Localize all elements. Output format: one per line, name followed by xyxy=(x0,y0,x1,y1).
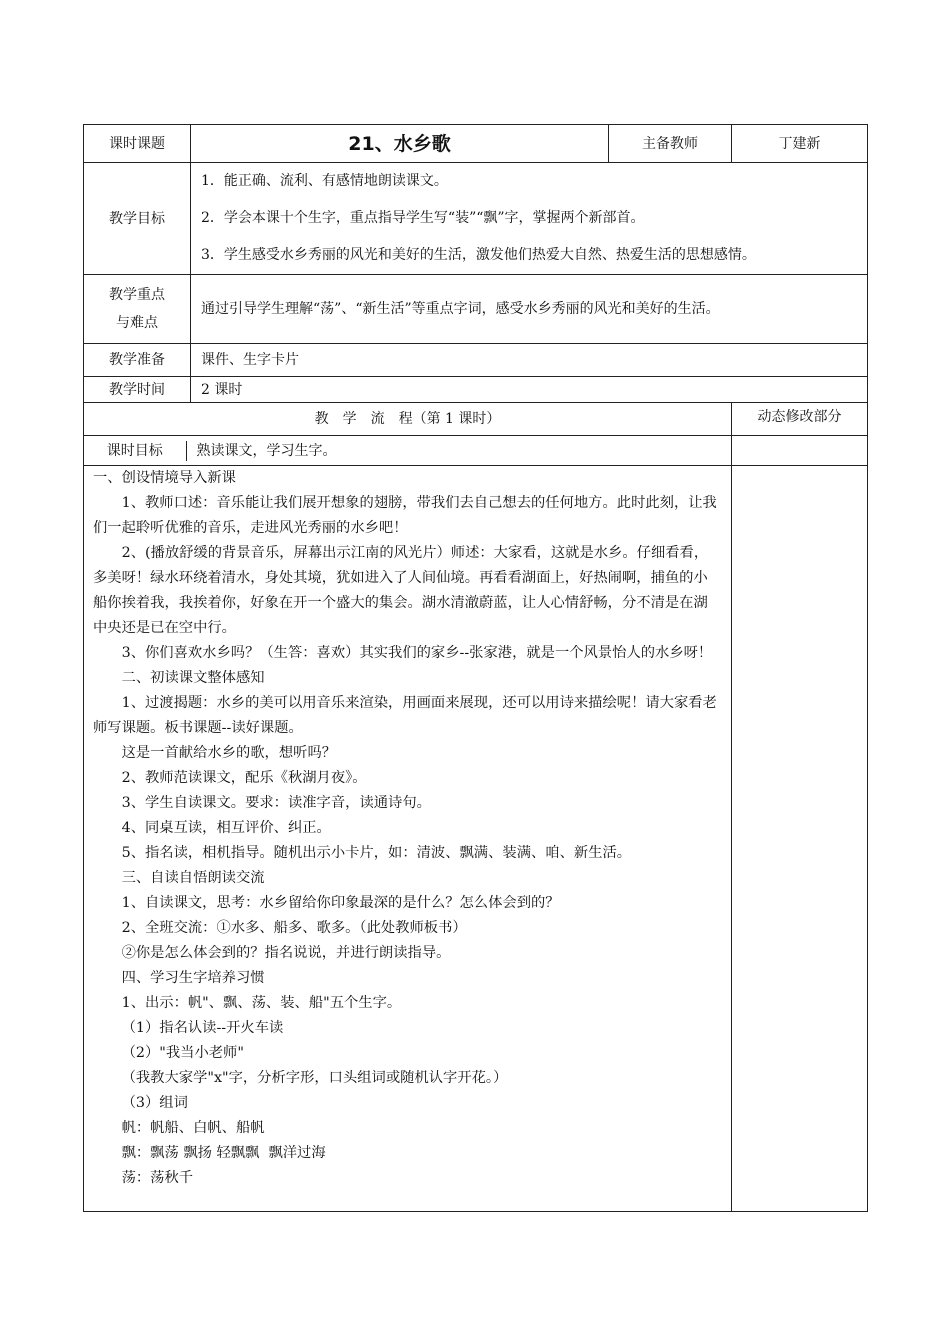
flow-paragraph: （2）"我当小老师" xyxy=(121,1045,244,1061)
flow-paragraph: 1、自读课文，思考：水乡留给你印象最深的是什么？怎么体会到的？ xyxy=(121,895,560,911)
flow-paragraph: ②你是怎么体会到的？指名说说，并进行朗读指导。 xyxy=(121,945,451,961)
flow-paragraph: 4、同桌互读，相互评价、纠正。 xyxy=(121,820,331,836)
flow-paragraph: 2、教师范读课文，配乐《秋湖月夜》。 xyxy=(121,770,367,786)
goal-item: 3．学生感受水乡秀丽的风光和美好的生活，激发他们热爱大自然、热爱生活的思想感情。 xyxy=(201,247,756,263)
flow-header-row xyxy=(84,403,868,436)
flow-paragraph: 3、你们喜欢水乡吗？（生答：喜欢）其实我们的家乡--张家港，就是一个风景怡人的水乡呀！ xyxy=(121,645,713,661)
session-goal-label: 课时目标 xyxy=(84,441,186,461)
duration-text: 2 课时 xyxy=(191,377,868,403)
key-points-label-line1: 教学重点 xyxy=(109,287,165,303)
flow-paragraph: 2、全班交流：①水多、船多、歌多。（此处教师板书） xyxy=(121,920,467,936)
flow-paragraph: 这是一首献给水乡的歌，想听吗？ xyxy=(121,745,337,761)
preparation-text: 课件、生字卡片 xyxy=(191,344,868,377)
flow-paragraph: （我教大家学"x"字，分析字形，口头组词或随机认字开花。） xyxy=(121,1070,508,1086)
goal-item: 2．学会本课十个生字，重点指导学生写“装”“飘”字，掌握两个新部首。 xyxy=(201,210,645,226)
key-points-row xyxy=(84,275,868,344)
flow-paragraph: 帆：帆船、白帆、船帆 xyxy=(121,1120,265,1136)
flow-paragraph: 5、指名读，相机指导。随机出示小卡片，如：清波、飘满、装满、咱、新生活。 xyxy=(121,845,632,861)
goals-row xyxy=(84,163,868,275)
flow-row xyxy=(84,466,868,1212)
flow-header-title: 教 学 流 程（第 1 课时） xyxy=(84,403,732,436)
session-goal-text: 熟读课文，学习生字。 xyxy=(196,442,337,459)
flow-section-heading: 三、自读自悟朗读交流 xyxy=(121,870,265,886)
session-goal-cell xyxy=(84,436,732,466)
flow-section-heading: 二、初读课文整体感知 xyxy=(121,670,265,686)
lesson-title: 21、水乡歌 xyxy=(191,125,609,163)
preparation-label: 教学准备 xyxy=(84,344,191,377)
duration-label: 教学时间 xyxy=(84,377,191,403)
key-points-text: 通过引导学生理解“荡”、“新生活”等重点字词，感受水乡秀丽的风光和美好的生活。 xyxy=(191,275,868,344)
flow-paragraph: 1、出示：帆"、飘、荡、装、船"五个生字。 xyxy=(121,995,402,1011)
goals-list xyxy=(191,163,868,275)
flow-paragraph: 荡：荡秋千 xyxy=(121,1170,194,1186)
teacher-label: 主备教师 xyxy=(609,125,732,163)
flow-paragraph: 2、(播放舒缓的背景音乐，屏幕出示江南的风光片）师述：大家看，这就是水乡。仔细看看，多美呀！绿水环绕着清水，身处其境，犹如进入了人间仙境。再看看湖面上，好热闹啊，捕鱼的小船你挨着我，我挨着你，好象在开一个盛大的集会。湖水清澈蔚蓝，让人心情舒畅，分不清是在湖中央还是已在空中行。 xyxy=(93,545,709,636)
goals-label: 教学目标 xyxy=(84,163,191,275)
topic-label: 课时课题 xyxy=(84,125,191,163)
session-goal-row xyxy=(84,436,868,466)
preparation-row xyxy=(84,344,868,377)
flow-section-heading: 一、创设情境导入新课 xyxy=(93,470,236,486)
teacher-name: 丁建新 xyxy=(732,125,868,163)
flow-paragraph: 1、过渡揭题：水乡的美可以用音乐来渲染，用画面来展现，还可以用诗来描绘呢！请大家看老师写课题。板书课题--读好课题。 xyxy=(93,695,717,736)
session-goal-dynamic-cell xyxy=(732,436,868,466)
flow-paragraph: 1、教师口述：音乐能让我们展开想象的翅膀，带我们去自己想去的任何地方。此时此刻，让我们一起聆听优雅的音乐，走进风光秀丽的水乡吧！ xyxy=(93,495,717,536)
teaching-flow xyxy=(84,466,732,1212)
flow-paragraph: 3、学生自读课文。要求：读准字音，读通诗句。 xyxy=(121,795,431,811)
flow-paragraph: 飘：飘荡 飘扬 轻飘飘 飘洋过海 xyxy=(121,1145,326,1161)
flow-dynamic-cell xyxy=(732,466,868,1212)
key-points-label xyxy=(84,275,191,344)
flow-paragraph: （3）组词 xyxy=(121,1095,188,1111)
goal-item: 1．能正确、流利、有感情地朗读课文。 xyxy=(201,173,448,189)
dynamic-edit-label: 动态修改部分 xyxy=(732,403,868,436)
lesson-plan-table xyxy=(83,124,868,1212)
topic-row xyxy=(84,125,868,163)
key-points-label-line2: 与难点 xyxy=(116,315,158,331)
flow-section-heading: 四、学习生字培养习惯 xyxy=(121,970,265,986)
duration-row xyxy=(84,377,868,403)
flow-paragraph: （1）指名认读--开火车读 xyxy=(121,1020,284,1036)
